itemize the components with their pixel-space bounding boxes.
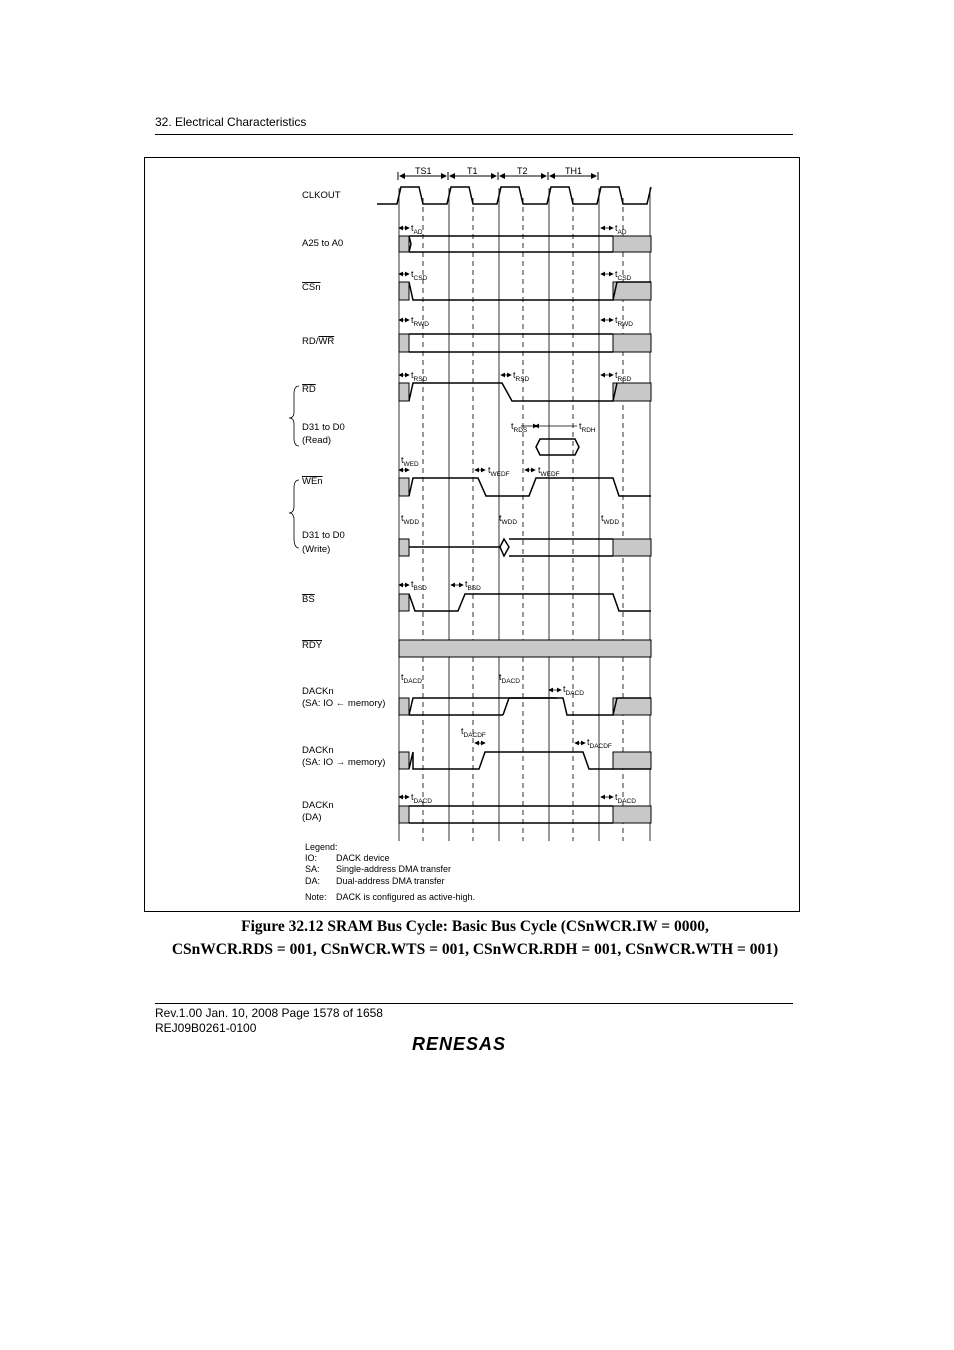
timing-label: $t_{RDH}$ — [579, 421, 596, 434]
footer-rule — [155, 1003, 793, 1004]
signal-wen: WEn — [302, 476, 323, 487]
signal-dack-2-mode: (SA: IO → memory) — [302, 757, 386, 768]
signal-data-read: D31 to D0 — [302, 422, 345, 433]
signal-bs: BS — [302, 594, 315, 605]
timing-label: $t_{CSD}$ — [615, 269, 632, 282]
signal-dack-3: DACKn — [302, 800, 334, 811]
signal-rdwr: RD/WR — [302, 336, 335, 347]
signal-rdy: RDY — [302, 640, 323, 651]
timing-label: $t_{DACD}$ — [615, 792, 636, 805]
legend-key-sa: SA: — [305, 864, 320, 874]
legend-key-da: DA: — [305, 876, 321, 886]
legend-val-da: Dual-address DMA transfer — [336, 876, 445, 886]
timing-label: $t_{RSD}$ — [411, 370, 428, 383]
legend-title: Legend: — [305, 842, 338, 852]
timing-label: $t_{DACD}$ — [499, 672, 520, 685]
timing-label: $t_{RDS}$ — [511, 421, 528, 434]
state-label-ts1: TS1 — [415, 166, 432, 176]
legend-note-key: Note: — [305, 892, 327, 902]
legend-key-io: IO: — [305, 853, 318, 863]
timing-label: $t_{BSD}$ — [411, 579, 427, 592]
timing-label: $t_{BSD}$ — [465, 579, 481, 592]
timing-diagram — [145, 158, 801, 913]
footer-doc-number: REJ09B0261-0100 — [155, 1021, 257, 1035]
timing-label: $t_{AD}$ — [615, 223, 627, 236]
renesas-logo: RENESAS — [412, 1034, 507, 1054]
timing-label: $t_{DACDF}$ — [461, 726, 486, 739]
timing-label: $t_{CSD}$ — [411, 269, 428, 282]
legend-val-io: DACK device — [336, 853, 390, 863]
signal-dack-2: DACKn — [302, 745, 334, 756]
header-rule — [155, 134, 793, 135]
timing-label: $t_{DACD}$ — [411, 792, 432, 805]
timing-label: $t_{RSD}$ — [615, 370, 632, 383]
state-label-t1: T1 — [467, 166, 478, 176]
figure-caption-line1: Figure 32.12 SRAM Bus Cycle: Basic Bus Cycle (CSnWCR.IW = 0000, — [241, 918, 709, 935]
legend-note-val: DACK is configured as active-high. — [336, 892, 476, 902]
signal-data-write-note: (Write) — [302, 544, 331, 555]
section-header: 32. Electrical Characteristics — [155, 115, 307, 129]
timing-label: $t_{AD}$ — [411, 223, 423, 236]
signal-data-write: D31 to D0 — [302, 530, 345, 541]
state-label-th1: TH1 — [565, 166, 583, 176]
signal-data-read-note: (Read) — [302, 435, 332, 446]
timing-label: $t_{RWD}$ — [615, 315, 633, 328]
timing-label: $t_{WEDF}$ — [538, 465, 560, 478]
timing-label: $t_{WED}$ — [401, 455, 419, 468]
timing-label: $t_{DACD}$ — [563, 684, 584, 697]
timing-label: $t_{DACD}$ — [401, 672, 422, 685]
signal-dack-3-mode: (DA) — [302, 812, 322, 823]
timing-label: $t_{RWD}$ — [411, 315, 429, 328]
signal-clkout: CLKOUT — [302, 190, 341, 201]
footer-revision: Rev.1.00 Jan. 10, 2008 Page 1578 of 1658 — [155, 1006, 383, 1020]
timing-label: $t_{WDD}$ — [601, 513, 620, 526]
timing-diagram-frame — [144, 157, 800, 912]
signal-rd: RD — [302, 384, 316, 395]
legend-val-sa: Single-address DMA transfer — [336, 864, 452, 874]
timing-label: $t_{WDD}$ — [401, 513, 420, 526]
signal-dack-1: DACKn — [302, 686, 334, 697]
signal-dack-1-mode: (SA: IO ← memory) — [302, 698, 386, 709]
figure-caption-line2: CSnWCR.RDS = 001, CSnWCR.WTS = 001, CSnWCR.RDH = 001, CSnWCR.WTH = 001) — [171, 941, 779, 958]
timing-label: $t_{RSD}$ — [513, 370, 530, 383]
timing-label: $t_{WDD}$ — [499, 513, 518, 526]
signal-csn: CSn — [302, 282, 321, 293]
state-label-t2: T2 — [517, 166, 528, 176]
timing-label: $t_{DACDF}$ — [587, 737, 612, 750]
timing-label: $t_{WEDF}$ — [488, 465, 510, 478]
signal-address: A25 to A0 — [302, 238, 344, 249]
